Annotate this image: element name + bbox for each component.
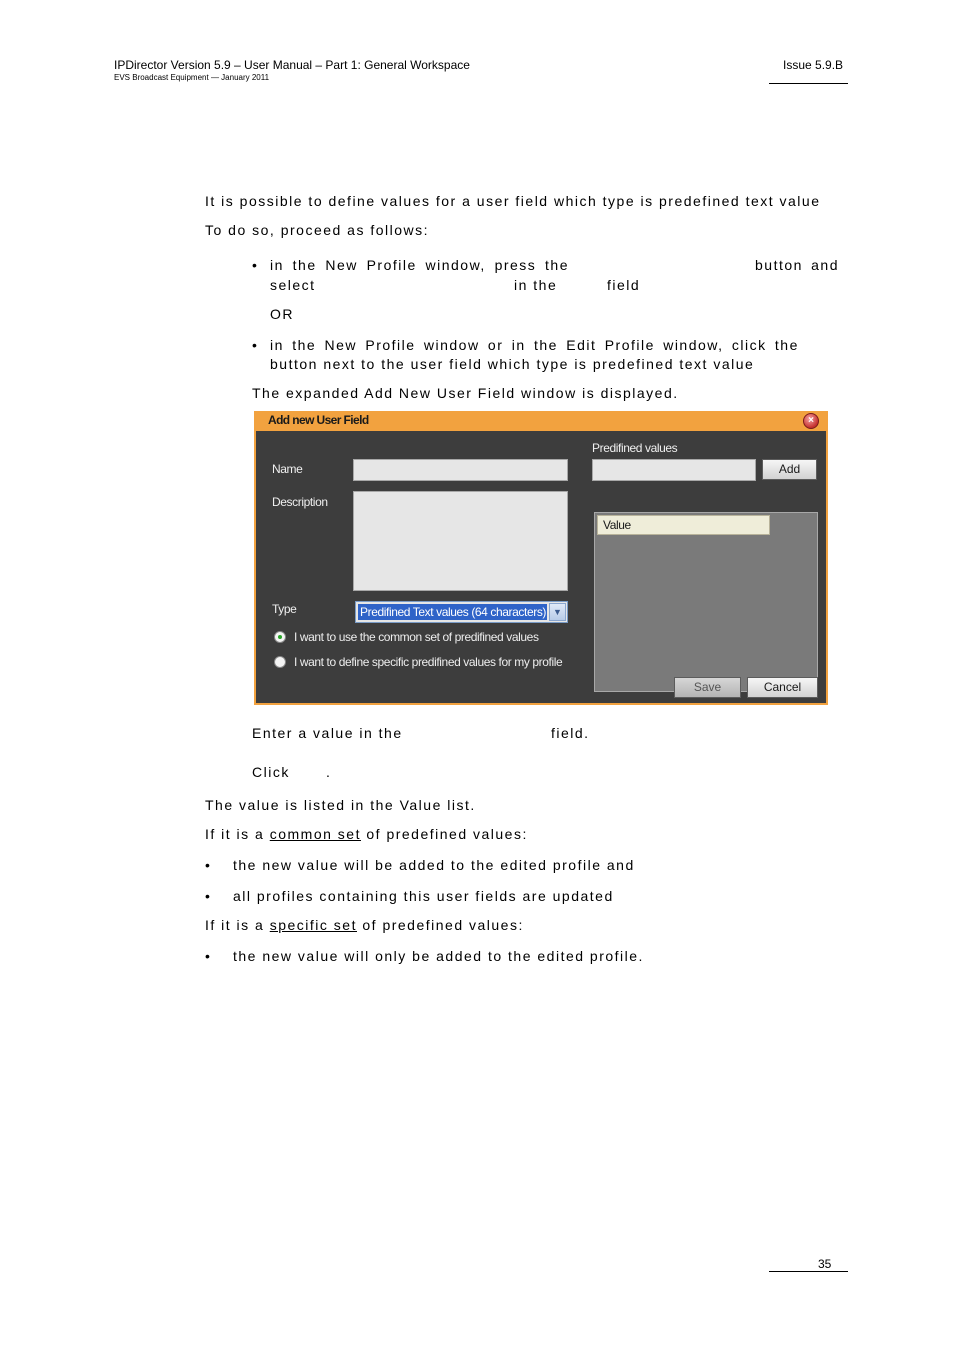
common-set-bullet2: all profiles containing this user fields are updated [233,888,614,904]
bullet1-line1-b: button and [755,257,839,273]
close-icon[interactable]: × [803,413,819,429]
value-column-header[interactable]: Value [597,515,770,535]
enter-value-step-a: Enter a value in the [252,725,403,741]
enter-value-step-b: field. [551,725,590,741]
click-step-a: Click [252,764,290,780]
specific-set-bullet1: the new value will only be added to the edited profile. [233,948,644,964]
common-set-radio-label: I want to use the common set of predifined values [294,630,539,644]
bullet-dot: • [205,948,210,964]
issue-number: Issue 5.9.B [783,58,844,72]
bullet-dot: • [252,337,257,353]
common-set-radio[interactable] [274,631,286,643]
document-subtitle: EVS Broadcast Equipment — January 2011 [114,73,270,82]
add-button[interactable]: Add [762,459,817,480]
specific-set-link[interactable]: specific set [269,917,357,933]
value-listed-text: The value is listed in the Value list. [205,797,476,813]
click-step-b: . [326,764,332,780]
footer-rule [769,1271,848,1272]
common-set-heading: If it is a common set of predefined values: [205,826,528,842]
header-rule [769,83,848,84]
chevron-down-icon[interactable]: ▼ [549,603,566,621]
name-field[interactable] [353,459,568,481]
bullet-dot: • [205,888,210,904]
dialog-body [256,431,826,703]
add-user-field-dialog [254,411,828,705]
predefined-values-label: Predifined values [592,441,678,455]
bullet1-inthe: in the [514,277,558,293]
specific-set-radio-label: I want to define specific predifined values for my profile [294,655,563,669]
dialog-titlebar [256,411,826,431]
dialog-title: Add new User Field [268,413,369,427]
intro-paragraph: It is possible to define values for a user field which type is predefined text value [205,193,821,209]
common-set-link[interactable]: common set [269,826,361,842]
name-label: Name [272,462,303,476]
save-button[interactable]: Save [674,677,741,698]
type-select-value: Predifined Text values (64 characters) [360,605,547,619]
description-field[interactable] [353,491,568,591]
document-title: IPDirector Version 5.9 – User Manual – Part 1: General Workspace [114,58,470,72]
bullet-dot: • [205,857,210,873]
common-set-bullet1: the new value will be added to the edited profile and [233,857,635,873]
bullet1-field: field [607,277,641,293]
description-label: Description [272,495,328,509]
cancel-button[interactable]: Cancel [747,677,818,698]
or-separator: OR [270,306,294,322]
type-label: Type [272,602,297,616]
bullet2-line1: in the New Profile window or in the Edit Profile window, click the [270,337,799,353]
bullet1-select: select [270,277,316,293]
bullet1-line1-a: in the New Profile window, press the [270,257,569,273]
expanded-window-note: The expanded Add New User Field window is displayed. [252,385,679,401]
values-list[interactable] [594,512,818,692]
intro-steps: To do so, proceed as follows: [205,222,430,238]
bullet-dot: • [252,257,257,273]
page-number: 35 [818,1257,832,1271]
type-select[interactable] [355,601,568,623]
specific-set-heading: If it is a specific set of predefined values: [205,917,524,933]
specific-set-radio[interactable] [274,656,286,668]
predefined-value-field[interactable] [592,459,756,481]
bullet2-line2: button next to the user field which type is predefined text value [270,356,755,372]
